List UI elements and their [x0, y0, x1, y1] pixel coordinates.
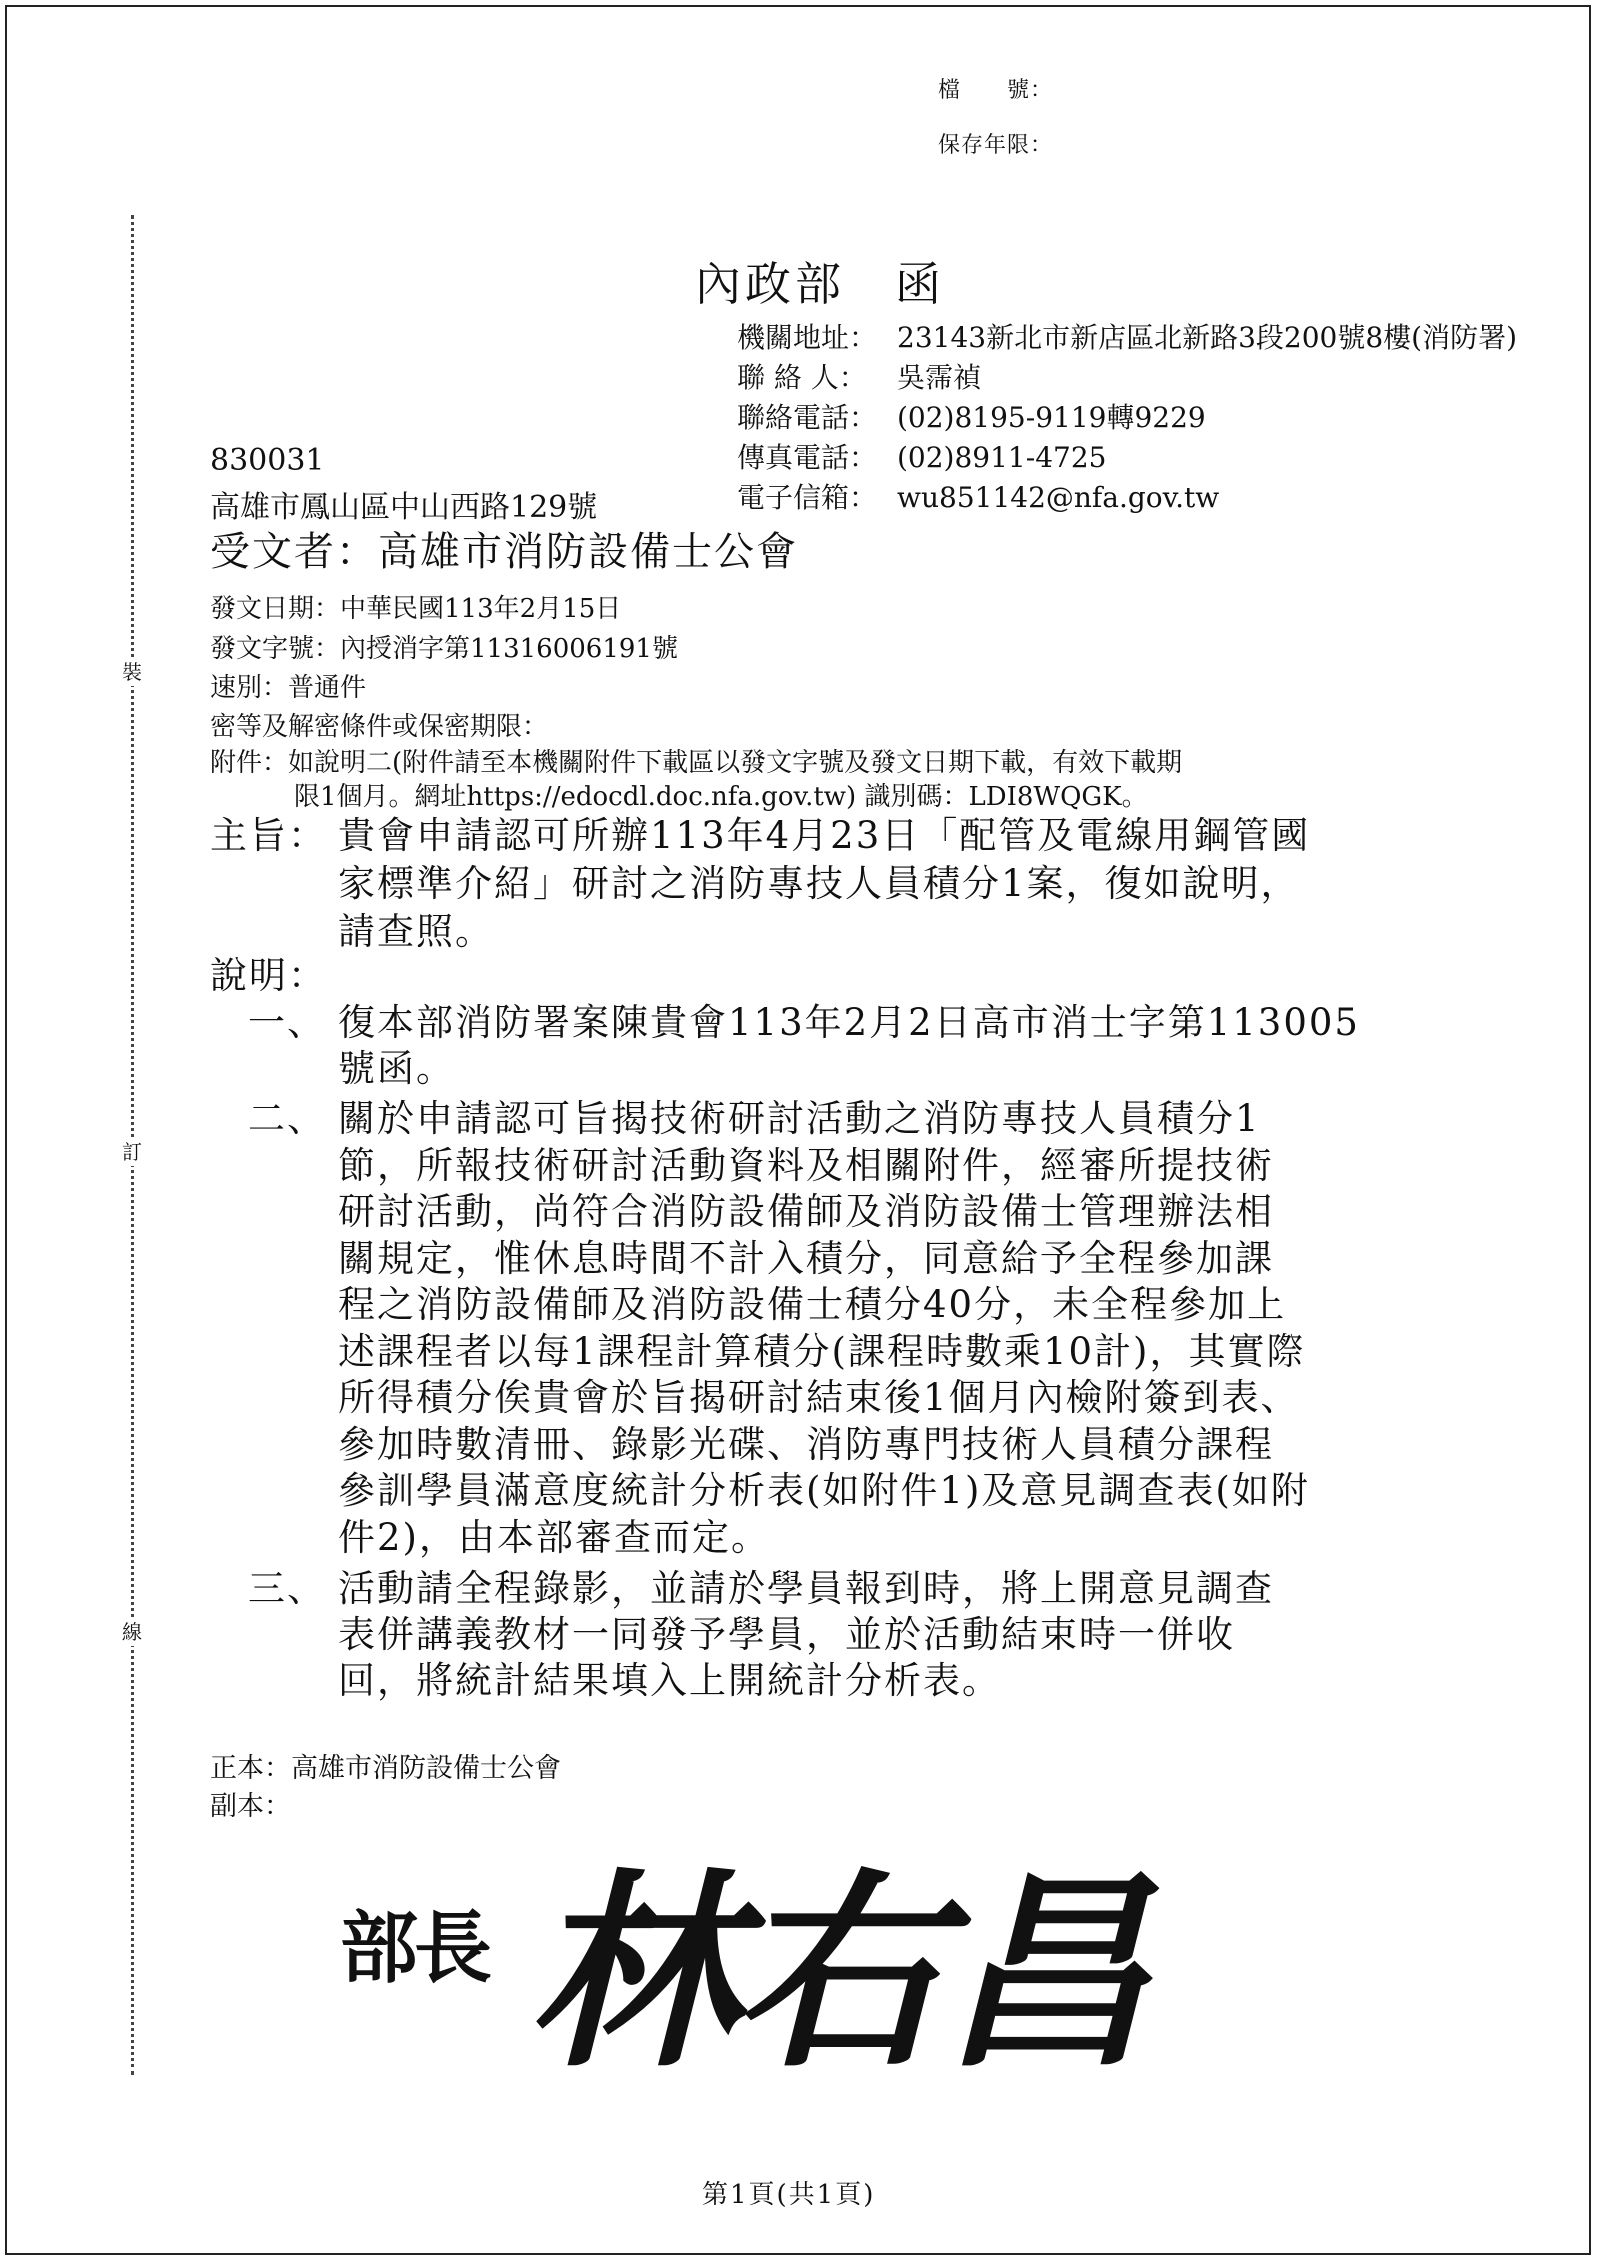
signature-title: 部長 — [340, 1903, 489, 1994]
fax-number: (02)8911-4725 — [897, 441, 1107, 474]
item-line: 關規定，惟休息時間不計入積分，同意給予全程參加課 — [338, 1236, 1274, 1280]
signature-name-block — [528, 1849, 1147, 2096]
explanation-item-2 — [338, 1096, 1310, 1561]
item-line: 件2)，由本部審查而定。 — [338, 1515, 770, 1559]
explanation-label: 說明： — [210, 954, 327, 997]
contact-person-label: 聯 絡 人： — [737, 361, 867, 394]
item-line: 所得積分俟貴會於旨揭研討結束後1個月內檢附簽到表、 — [338, 1376, 1300, 1419]
recipient-line — [210, 520, 798, 577]
doc-number: 內授消字第11316006191號 — [340, 634, 678, 664]
item-line: 節，所報技術研討活動資料及相關附件，經審所提技術 — [338, 1143, 1274, 1187]
item-marker-3: 三、 — [248, 1567, 326, 1610]
subject-line: 請查照。 — [338, 910, 494, 953]
sender-address-row — [737, 318, 1517, 358]
original-label: 正本： — [210, 1753, 291, 1784]
speed-value: 普通件 — [288, 673, 367, 703]
speed-label: 速別： — [210, 673, 289, 703]
signature-name: 林右昌 — [528, 1849, 1147, 2096]
attachment-line-1: 如說明二(附件請至本機關附件下載區以發文字號及發文日期下載，有效下載期 — [288, 748, 1183, 778]
binding-char-ding: 訂 — [118, 1138, 146, 1166]
attachment-block — [210, 746, 1182, 814]
item-line: 關於申請認可旨揭技術研討活動之消防專技人員積分1 — [338, 1097, 1261, 1140]
phone-label: 聯絡電話： — [737, 401, 878, 434]
item-line: 參訓學員滿意度統計分析表(如附件1)及意見調查表(如附 — [338, 1469, 1310, 1512]
issue-date: 中華民國113年2月15日 — [340, 594, 622, 624]
subject-line: 貴會申請認可所辦113年4月23日「配管及電線用鋼管國 — [338, 814, 1311, 857]
binding-char-zhuang: 裝 — [118, 658, 146, 686]
contact-person: 吳霈禎 — [897, 361, 982, 394]
email-label: 電子信箱： — [737, 481, 878, 514]
item-line: 表併講義教材一同發予學員，並於活動結束時一併收 — [338, 1613, 1235, 1656]
copy-label: 副本： — [210, 1791, 291, 1822]
page-number: 第1頁(共1頁) — [702, 2180, 876, 2210]
email-address: wu851142@nfa.gov.tw — [897, 481, 1220, 514]
attachment-label: 附件： — [210, 748, 289, 778]
attachment-line-2: 限1個月。網址https://edocdl.doc.nfa.gov.tw) 識別碼：LDI8WQGK。 — [294, 782, 1148, 812]
item-line: 號函。 — [338, 1047, 455, 1090]
phone-number: (02)8195-9119轉9229 — [897, 401, 1206, 434]
item-line: 活動請全程錄影，並請於學員報到時，將上開意見調查 — [338, 1567, 1274, 1610]
subject-content — [338, 812, 1310, 956]
contact-person-row — [737, 358, 1517, 398]
doc-number-row — [210, 628, 678, 665]
item-line: 復本部消防署案陳貴會113年2月2日高市消士字第113005 — [338, 1001, 1360, 1044]
explanation-item-1 — [338, 1000, 1360, 1092]
recipient-label: 受文者： — [210, 529, 378, 575]
recipient-postal-code: 830031 — [210, 443, 325, 478]
secrecy-label: 密等及解密條件或保密期限： — [210, 712, 549, 742]
speed-row — [210, 667, 366, 704]
binding-char-xian: 線 — [118, 1618, 146, 1646]
sender-address: 23143新北市新店區北新路3段200號8樓(消防署) — [897, 321, 1517, 354]
document-title: 內政部 函 — [695, 257, 945, 311]
subject-line: 家標準介紹」研討之消防專技人員積分1案，復如說明， — [338, 862, 1300, 905]
sender-contact-block — [737, 318, 1517, 518]
item-line: 述課程者以每1課程計算積分(課程時數乘10計)，其實際 — [338, 1329, 1306, 1373]
explanation-item-3 — [338, 1566, 1274, 1704]
phone-row — [737, 398, 1517, 438]
original-recipient: 高雄市消防設備士公會 — [291, 1753, 561, 1784]
item-marker-1: 一、 — [248, 1001, 326, 1044]
issue-date-label: 發文日期： — [210, 594, 341, 624]
item-line: 程之消防設備師及消防設備士積分40分，未全程參加上 — [338, 1283, 1287, 1326]
item-line: 研討活動，尚符合消防設備師及消防設備士管理辦法相 — [338, 1190, 1274, 1233]
fax-label: 傳真電話： — [737, 441, 878, 474]
email-row — [737, 478, 1517, 518]
doc-number-label: 發文字號： — [210, 634, 341, 664]
recipient-address: 高雄市鳳山區中山西路129號 — [210, 490, 598, 525]
item-line: 參加時數清冊、錄影光碟、消防專門技術人員積分課程 — [338, 1422, 1274, 1466]
signature-block — [340, 1903, 489, 1994]
sender-address-label: 機關地址： — [737, 321, 878, 354]
fax-row — [737, 438, 1517, 478]
issue-date-row — [210, 588, 621, 625]
file-number-label: 檔 號： — [938, 78, 1054, 103]
original-recipient-row — [210, 1746, 561, 1785]
recipient-name: 高雄市消防設備士公會 — [378, 529, 798, 575]
item-marker-2: 二、 — [248, 1097, 326, 1140]
subject-label: 主旨： — [210, 814, 327, 857]
item-line: 回，將統計結果填入上開統計分析表。 — [338, 1659, 1001, 1702]
retention-period-label: 保存年限： — [938, 133, 1054, 158]
